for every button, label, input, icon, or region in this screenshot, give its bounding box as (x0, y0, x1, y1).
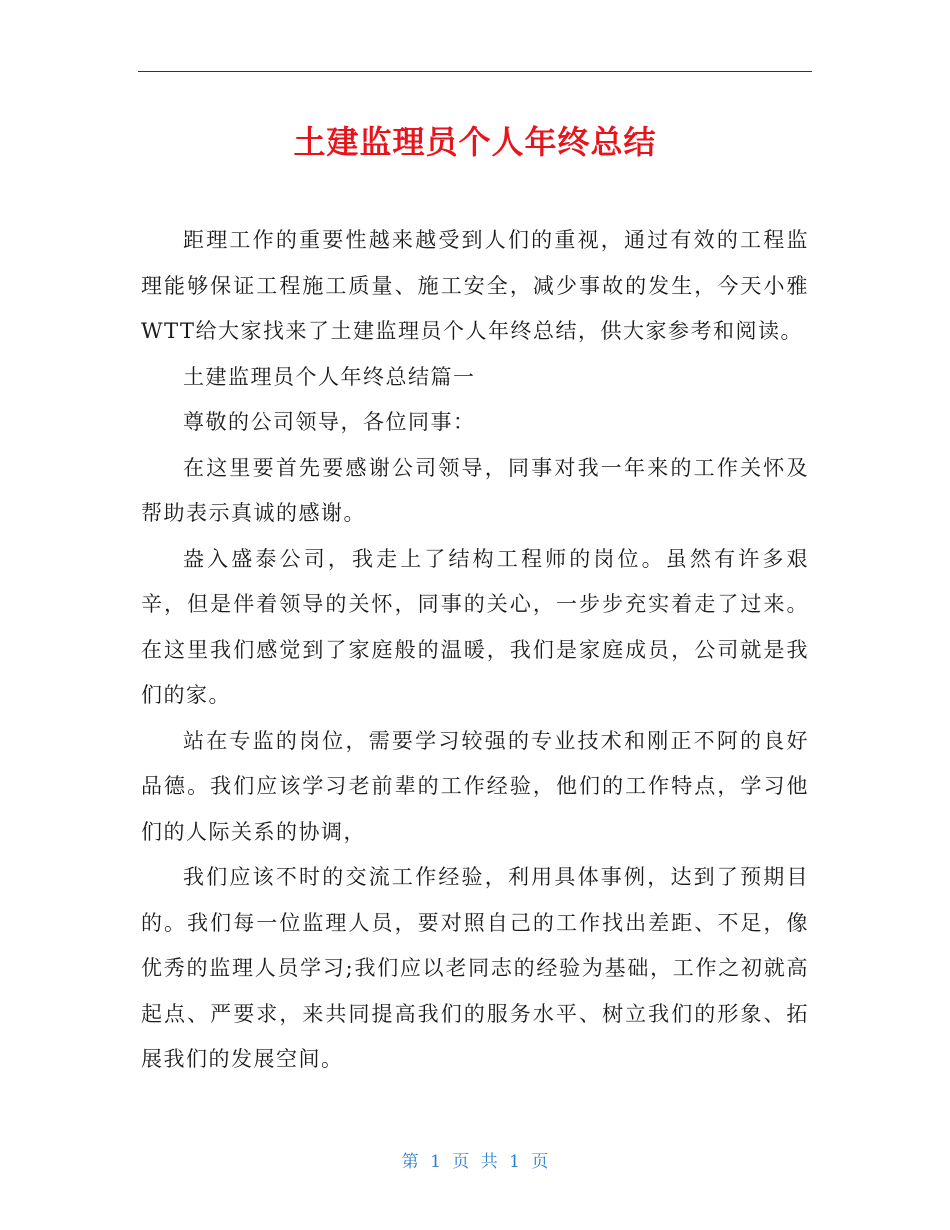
document-body (141, 218, 809, 1083)
document-title: 土建监理员个人年终总结 (293, 123, 657, 161)
paragraph-thanks: 在这里要首先要感谢公司领导，同事对我一年来的工作关怀及帮助表示真诚的感谢。 (141, 455, 809, 525)
salutation: 尊敬的公司领导，各位同事： (183, 410, 476, 434)
paragraph-position: 站在专监的岗位，需要学习较强的专业技术和刚正不阿的良好品德。我们应该学习老前辈的工作经验，他们的工作特点，学习他们的人际关系的协调， (141, 728, 809, 844)
section-heading: 土建监理员个人年终总结篇一 (183, 364, 476, 389)
paragraph-exchange: 我们应该不时的交流工作经验，利用具体事例，达到了预期目的。我们每一位监理人员，要对照自己的工作找出差距、不足，像优秀的监理人员学习;我们应以老同志的经验为基础，工作之初就高起点、严要求，来共同提高我们的服务水平、树立我们的形象、拓展我们的发展空间。 (141, 865, 809, 1071)
paragraph-intro: 距理工作的重要性越来越受到人们的重视，通过有效的工程监理能够保证工程施工质量、施工安全，减少事故的发生，今天小雅WTT给大家找来了土建监理员个人年终总结，供大家参考和阅读。 (141, 228, 809, 343)
page-number-footer: 第 1 页 共 1 页 (401, 1152, 549, 1172)
header-rule (138, 71, 812, 72)
paragraph-company: 盎入盛泰公司，我走上了结构工程师的岗位。虽然有许多艰辛，但是伴着领导的关怀，同事的关心，一步步充实着走了过来。在这里我们感觉到了家庭般的温暖，我们是家庭成员，公司就是我们的家。 (141, 546, 809, 707)
